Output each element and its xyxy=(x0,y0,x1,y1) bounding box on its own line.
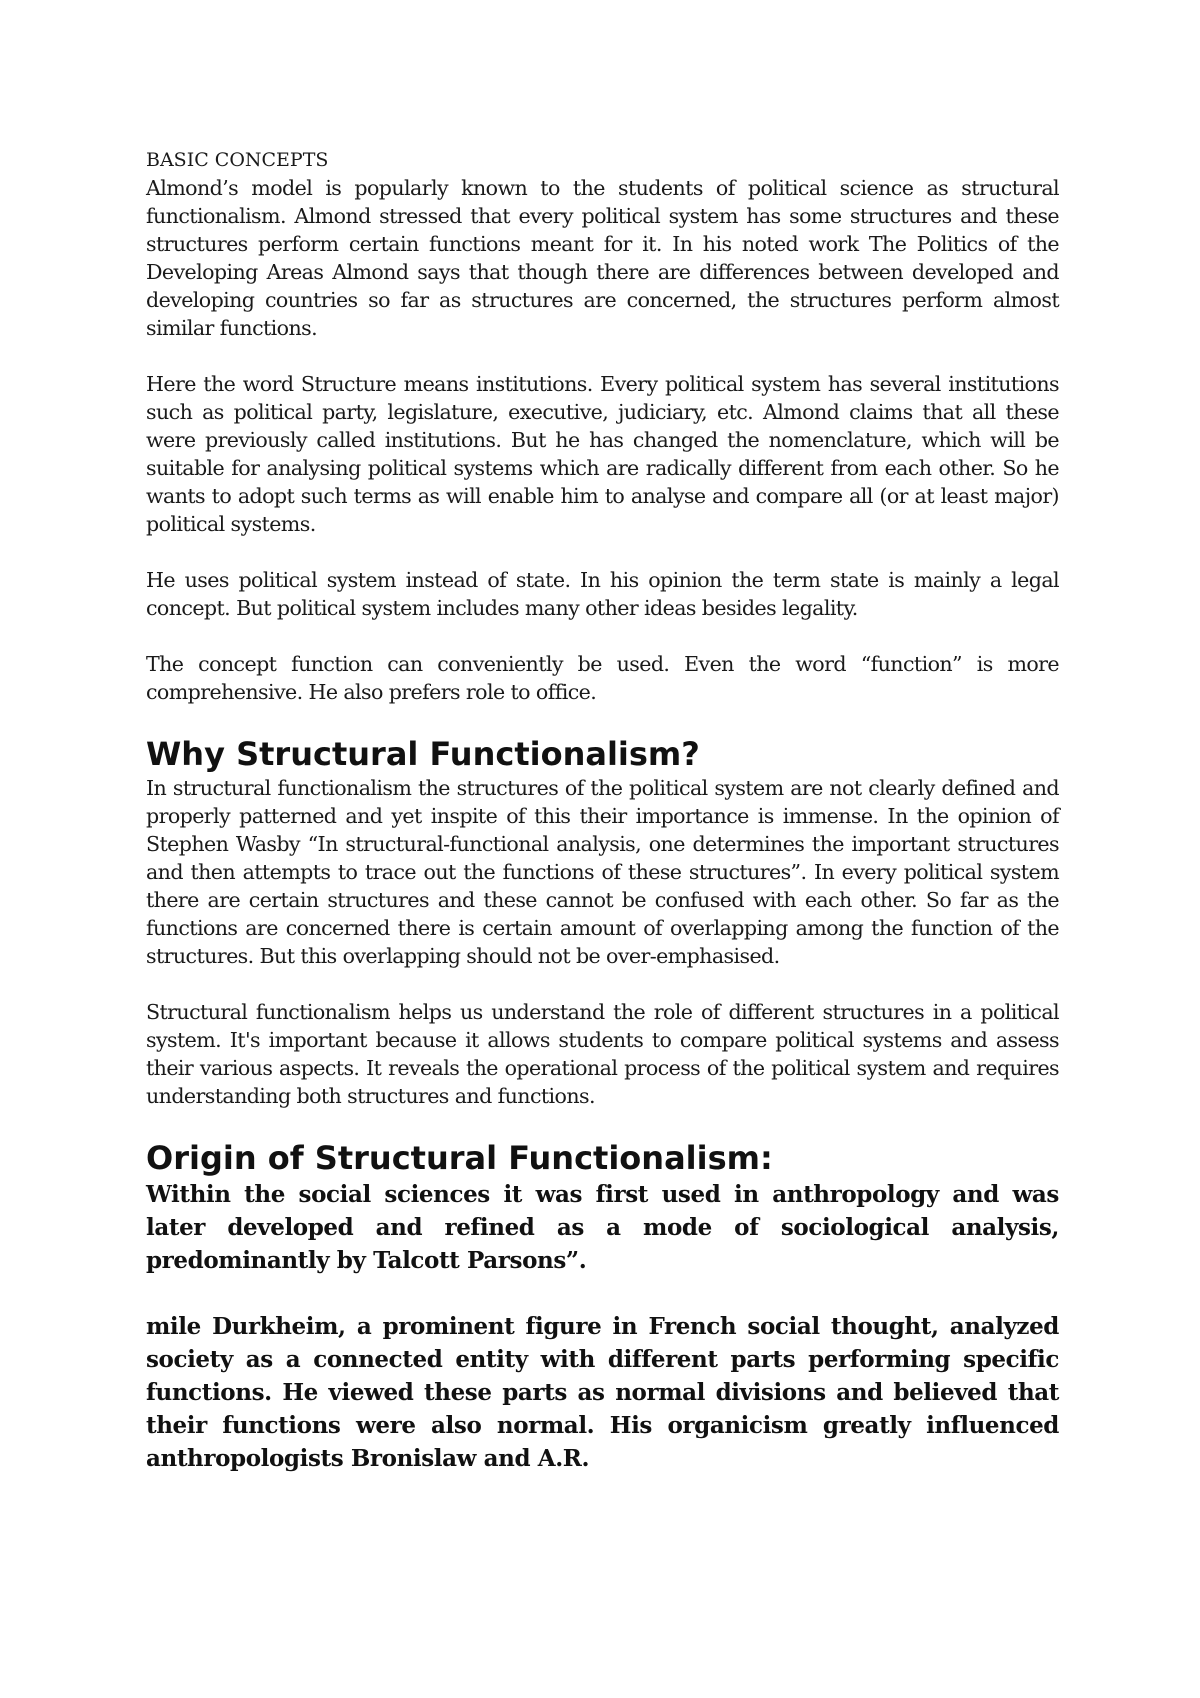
origin-paragraph-2: mile Durkheim, a prominent figure in French social thought, analyzed society as a connected entity with different parts performing specific functions. He viewed these parts as normal divisions and believed that their functions were also normal. His organicism greatly influenced anthropologists Bronislaw and A.R. xyxy=(146,1313,1059,1472)
basic-concepts-paragraph-4: The concept function can conveniently be used. Even the word “function” is more comprehensive. He also prefers role to office. xyxy=(146,652,1059,704)
why-paragraph-2: Structural functionalism helps us understand the role of different structures in a political system. It's important because it allows students to compare political systems and assess their various aspects. It reveals the operational process of the political system and requires understanding both structures and functions. xyxy=(146,1000,1059,1108)
why-paragraph-1: In structural functionalism the structures of the political system are not clearly defined and properly patterned and yet inspite of this their importance is immense. In the opinion of Stephen Wasby “In structural-functional analysis, one determines the important structures and then attempts to trace out the functions of these structures”. In every political system there are certain structures and these cannot be confused with each other. So far as the functions are concerned there is certain amount of overlapping among the function of the structures. But this overlapping should not be over-emphasised. xyxy=(146,776,1059,968)
document-content xyxy=(146,146,1059,1508)
origin-paragraph-1: Within the social sciences it was first used in anthropology and was later developed and refined as a mode of sociological analysis, predominantly by Talcott Parsons”. xyxy=(146,1181,1059,1274)
section-label: BASIC CONCEPTS xyxy=(146,149,329,171)
why-structural-functionalism-heading: Why Structural Functionalism? xyxy=(146,735,700,773)
origin-heading: Origin of Structural Functionalism: xyxy=(146,1139,773,1177)
basic-concepts-paragraph-2: Here the word Structure means institutions. Every political system has several institutions such as political party, legislature, executive, judiciary, etc. Almond claims that all these were previously called institutions. But he has changed the nomenclature, which will be suitable for analysing political systems which are radically different from each other. So he wants to adopt such terms as will enable him to analyse and compare all (or at least major) political systems. xyxy=(146,372,1059,536)
basic-concepts-paragraph-1: Almond’s model is popularly known to the students of political science as structural functionalism. Almond stressed that every political system has some structures and these structures perform certain functions meant for it. In his noted work The Politics of the Developing Areas Almond says that though there are differences between developed and developing countries so far as structures are concerned, the structures perform almost similar functions. xyxy=(146,176,1059,340)
basic-concepts-paragraph-3: He uses political system instead of state. In his opinion the term state is mainly a legal concept. But political system includes many other ideas besides legality. xyxy=(146,568,1059,620)
